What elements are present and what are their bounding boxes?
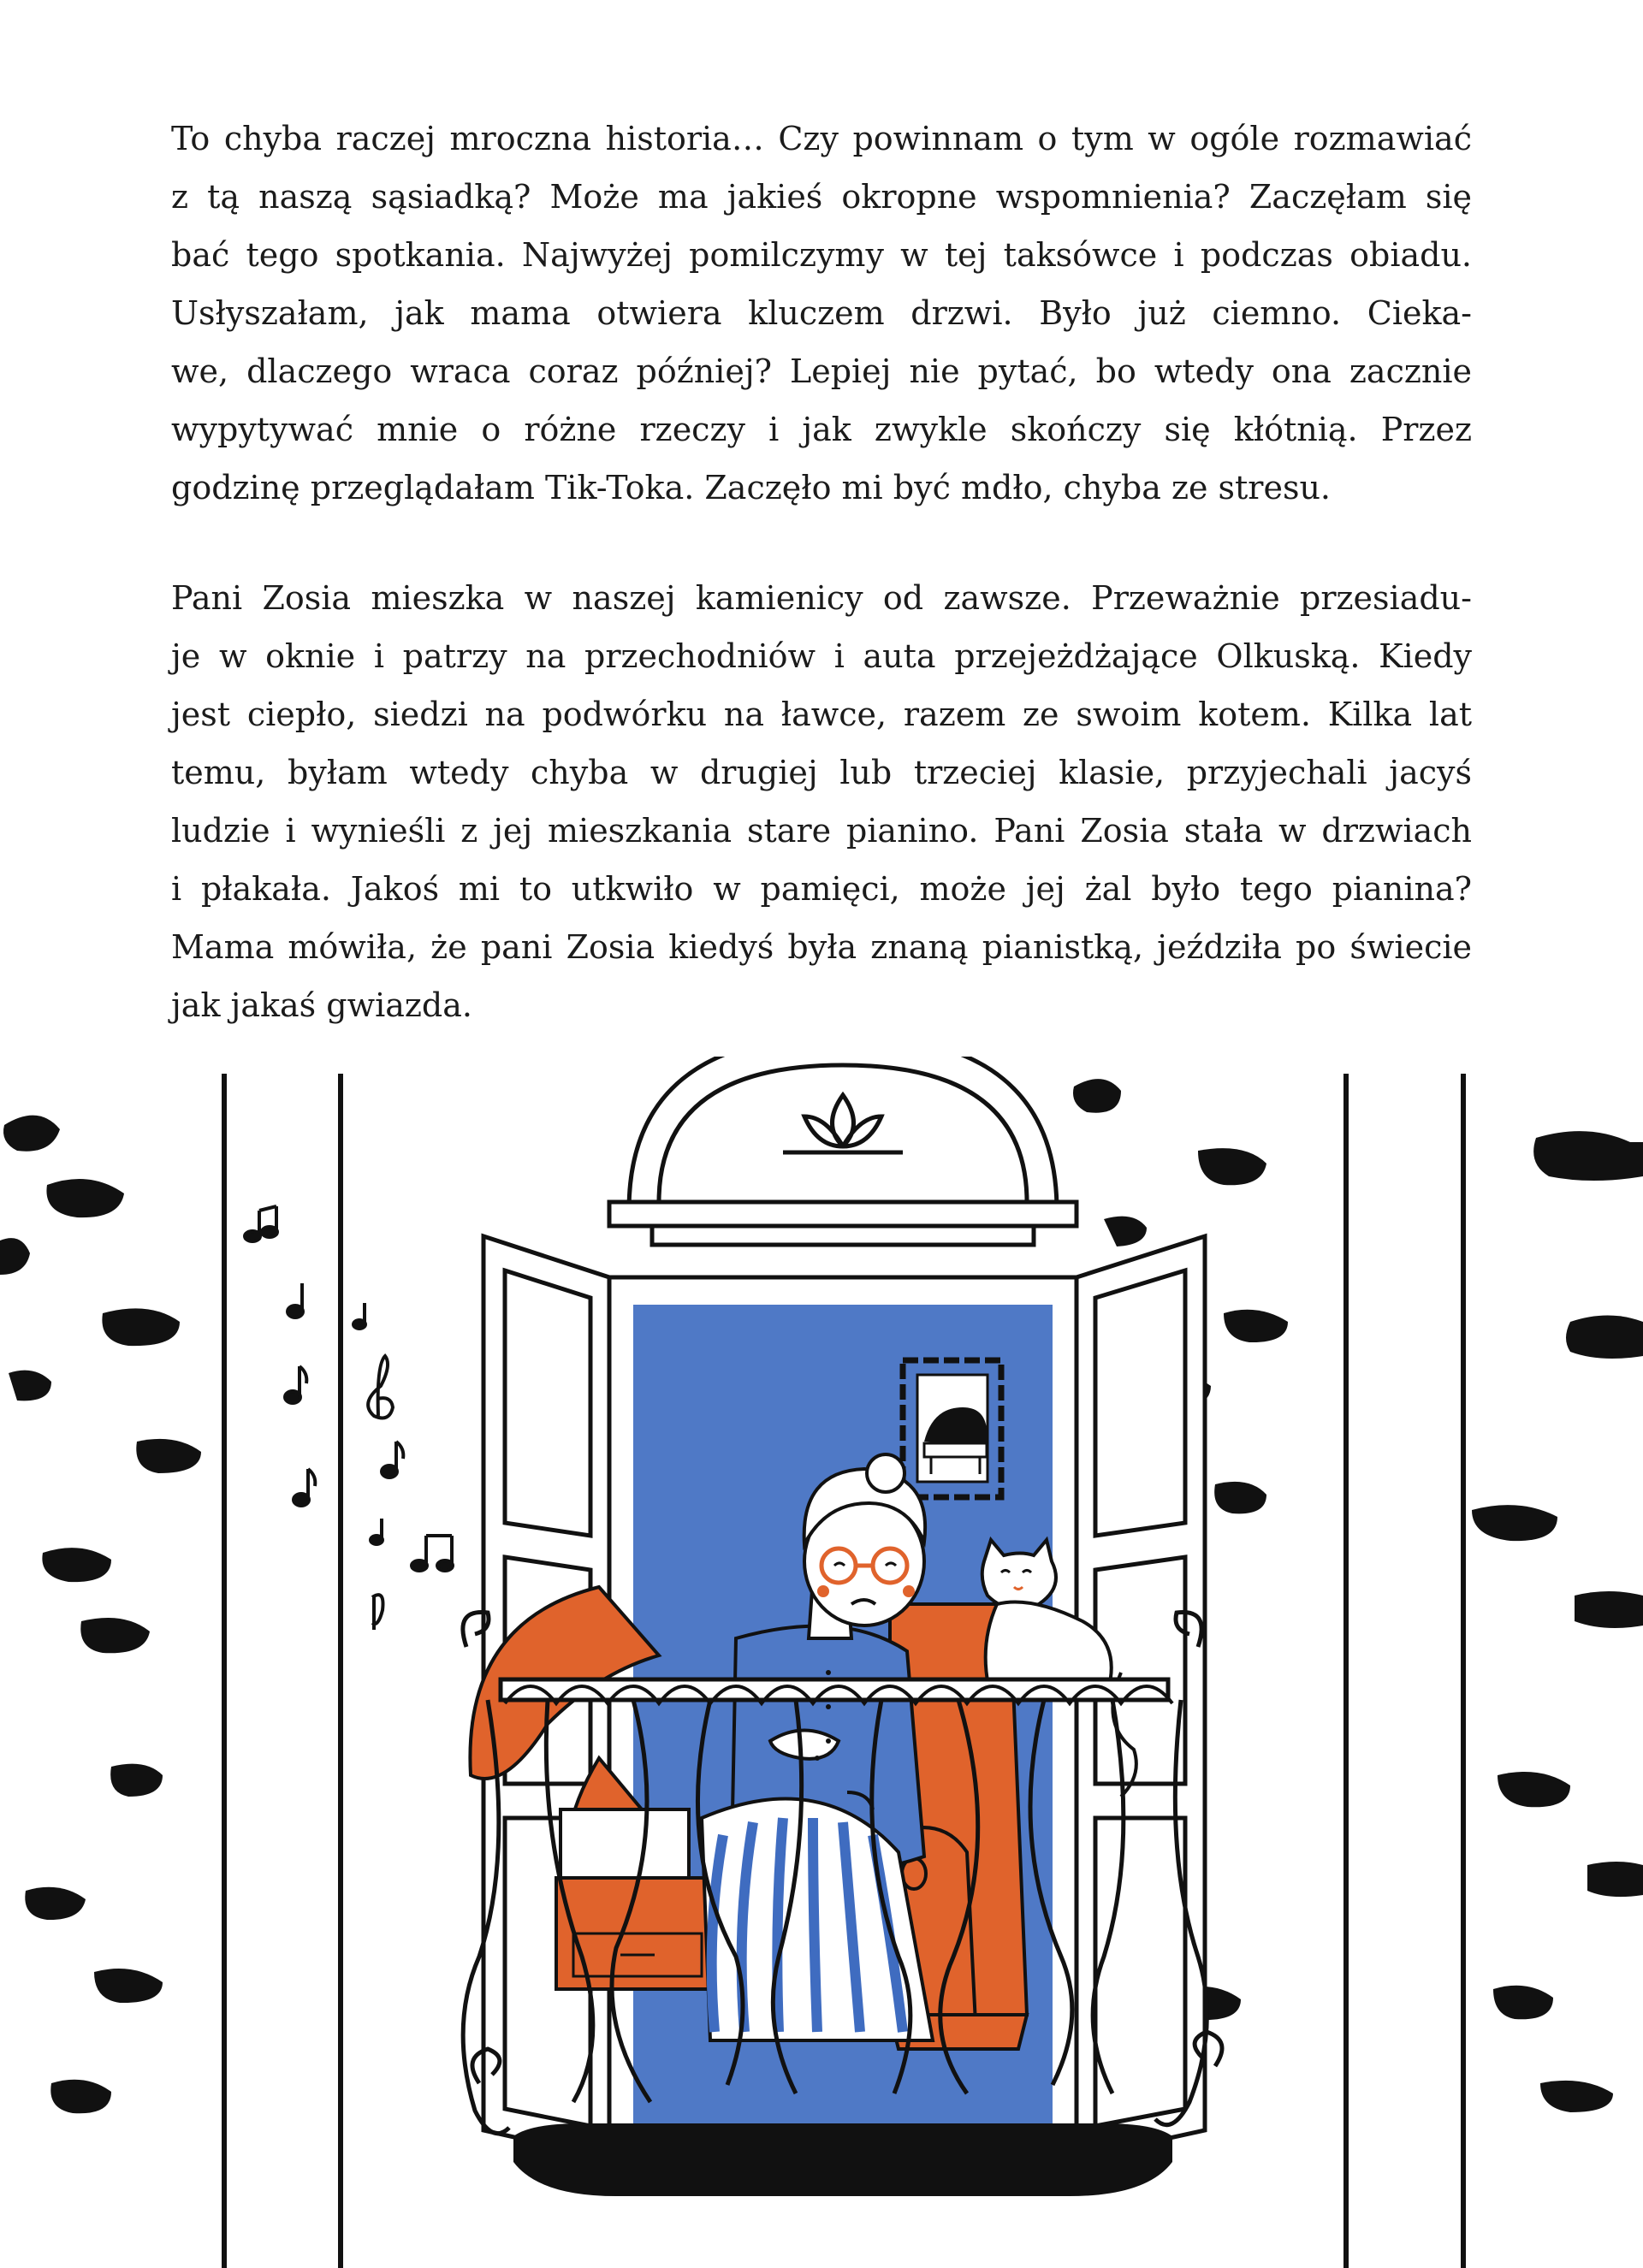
- brick-mark: [1198, 1148, 1266, 1185]
- brick-mark: [1540, 2081, 1613, 2112]
- window-arch: [609, 1057, 1077, 1245]
- hair-bun: [867, 1454, 905, 1492]
- music-note-icon: [382, 1442, 403, 1477]
- brick-mark: [1575, 1591, 1643, 1628]
- text-line: temu, byłam wtedy chyba w drugiej lub trzeciej klasie, przyjechali jacyś: [171, 754, 1472, 791]
- music-note-icon: [285, 1366, 306, 1403]
- text-line: godzinę przeglądałam Tik-Toka. Zaczęło mi być mdło, chyba ze stresu.: [171, 469, 1332, 506]
- brick-mark: [1587, 1862, 1643, 1897]
- brick-mark: [0, 1238, 30, 1275]
- brick-mark: [1214, 1482, 1266, 1513]
- text-line: Mama mówiła, że pani Zosia kiedyś była znaną pianistką, jeździła po świecie: [171, 928, 1472, 966]
- text-line: bać tego spotkania. Najwyżej pomilczymy w tej taksówce i podczas obiadu.: [171, 236, 1472, 274]
- brick-mark: [1566, 1316, 1643, 1359]
- treble-clef-icon: [368, 1356, 393, 1418]
- text-line: i płakała. Jakoś mi to utkwiło w pamięci, może jej żal było tego pianina?: [171, 870, 1472, 908]
- text-line: To chyba raczej mroczna historia… Czy powinnam o tym w ogóle rozmawiać: [171, 120, 1472, 157]
- brick-mark: [1472, 1505, 1557, 1541]
- brick-mark: [1073, 1079, 1121, 1113]
- brick-mark: [1104, 1217, 1147, 1247]
- brick-mark: [80, 1618, 150, 1653]
- brick-mark: [1493, 1986, 1553, 2020]
- text-line: Usłyszałam, jak mama otwiera kluczem drzwi. Było już ciemno. Cieka-: [171, 294, 1472, 332]
- music-note-icon: [372, 1595, 383, 1630]
- brick-mark: [136, 1439, 201, 1473]
- text-line: jak jakaś gwiazda.: [171, 986, 472, 1024]
- brick-mark: [50, 2080, 111, 2114]
- text-line: wypytywać mnie o różne rzeczy i jak zwykle skończy się kłótnią. Przez: [171, 411, 1472, 448]
- brick-mark: [25, 1887, 86, 1920]
- piano-picture: [903, 1360, 1001, 1497]
- music-note-icon: [245, 1206, 277, 1241]
- paragraph-1: [171, 110, 1472, 517]
- brick-mark: [110, 1764, 163, 1797]
- brick-mark: [94, 1969, 163, 2003]
- music-note-icon: [371, 1519, 383, 1544]
- brick-mark: [1224, 1310, 1288, 1342]
- text-line: Pani Zosia mieszka w naszej kamienicy od zawsze. Przeważnie przesiadu-: [171, 579, 1472, 617]
- text-line: je w oknie i patrzy na przechodniów i auta przejeżdżające Olkuską. Kiedy: [171, 637, 1472, 675]
- brick-mark: [46, 1179, 124, 1217]
- music-note-icon: [288, 1283, 303, 1318]
- text-line: we, dlaczego wraca coraz później? Lepiej nie pytać, bo wtedy ona zacznie: [171, 352, 1472, 390]
- text-line: ludzie i wynieśli z jej mieszkania stare pianino. Pani Zosia stała w drzwiach: [171, 812, 1472, 850]
- brick-mark: [42, 1548, 111, 1582]
- music-note-icon: [412, 1536, 453, 1571]
- window-illustration: [0, 1057, 1643, 2268]
- music-note-icon: [353, 1303, 365, 1329]
- brick-mark: [9, 1371, 51, 1401]
- brick-mark: [1498, 1772, 1570, 1807]
- brick-mark: [1533, 1131, 1643, 1181]
- balcony-floor: [513, 2123, 1172, 2196]
- paragraph-2: [171, 569, 1472, 1034]
- music-note-icon: [294, 1469, 315, 1506]
- text-line: z tą naszą sąsiadką? Może ma jakieś okropne wspomnienia? Zaczęłam się: [171, 178, 1472, 216]
- brick-mark: [102, 1308, 180, 1346]
- text-line: jest ciepło, siedzi na podwórku na ławce, razem ze swoim kotem. Kilka lat: [171, 696, 1472, 733]
- brick-mark: [3, 1116, 60, 1152]
